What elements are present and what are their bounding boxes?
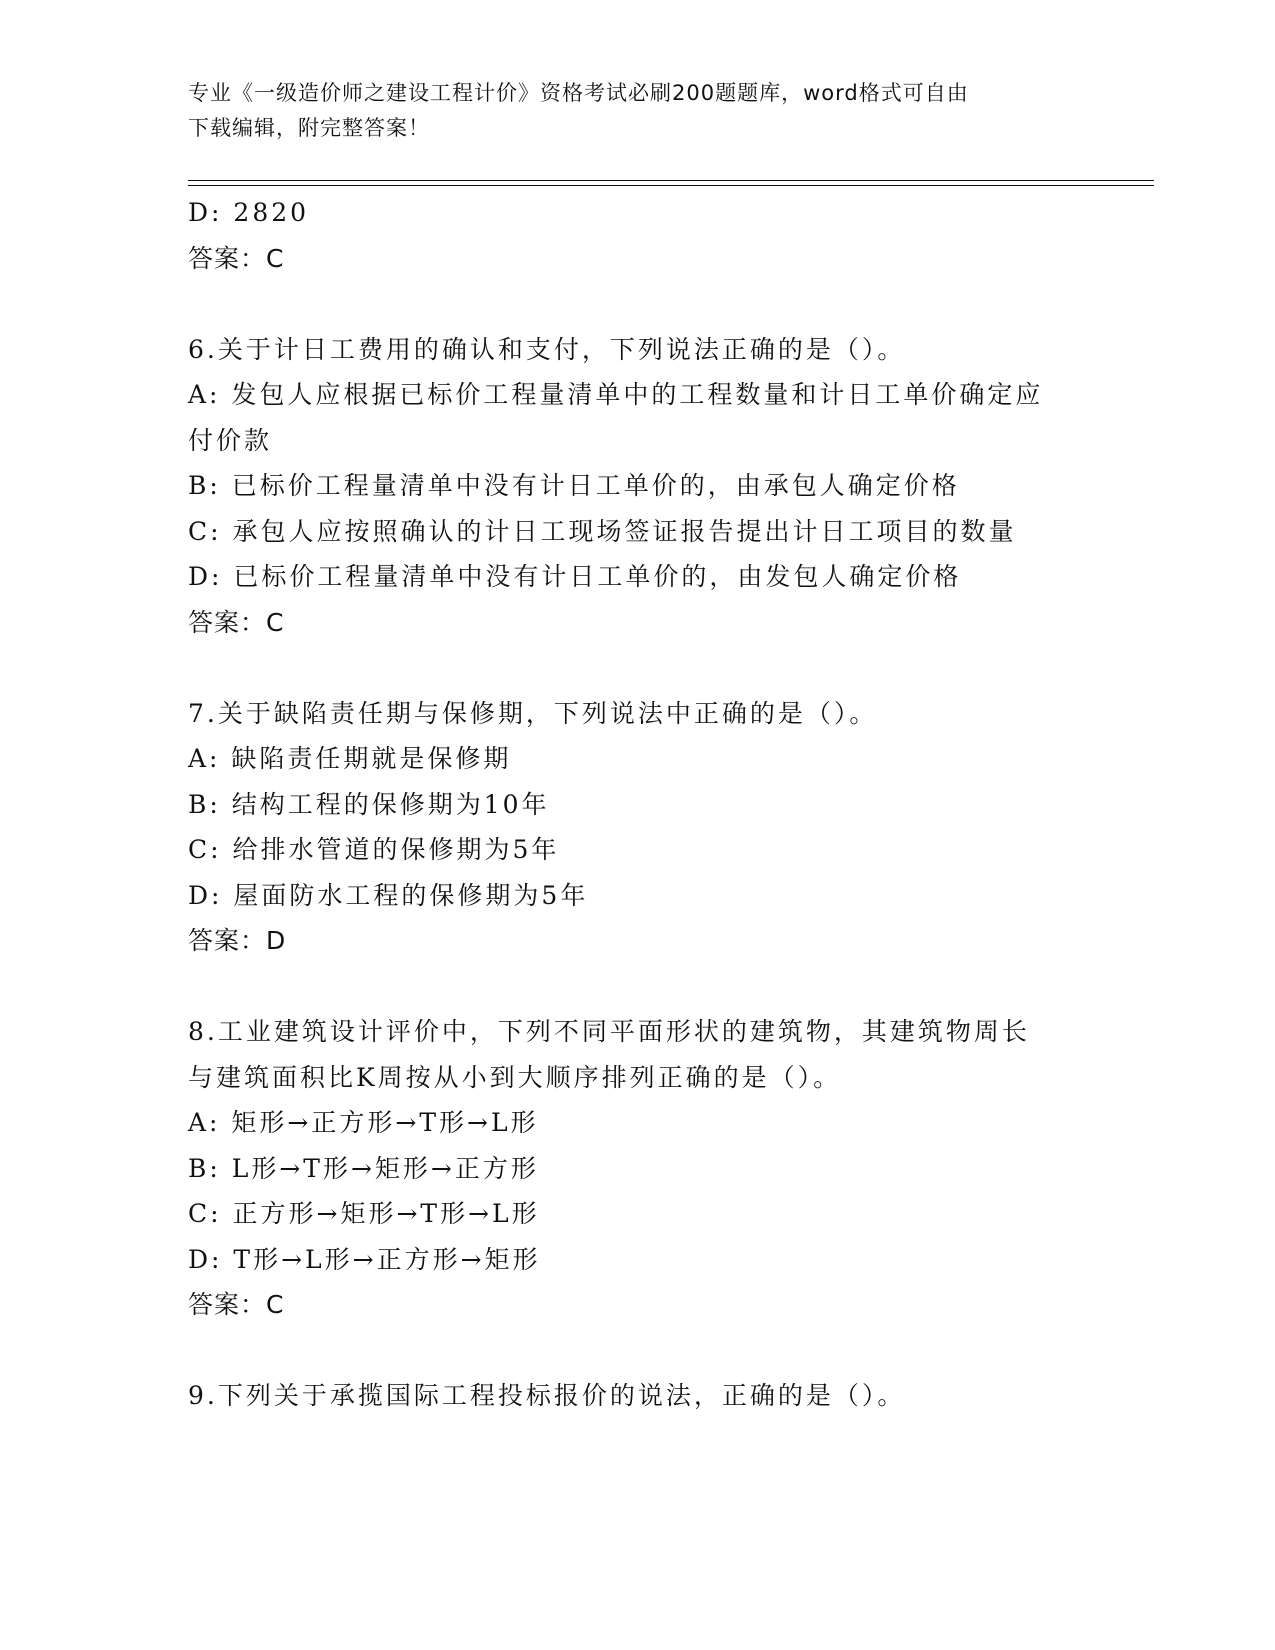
q8-option-b: B: L形→T形→矩形→正方形 xyxy=(188,1153,539,1183)
header-divider-top xyxy=(188,180,1154,181)
question-list xyxy=(188,190,1088,1419)
q6-option-a-line1: A: 发包人应根据已标价工程量清单中的工程数量和计日工单价确定应 xyxy=(188,380,1044,409)
header-divider-bottom xyxy=(188,185,1154,186)
q8-option-a: A: 矩形→正方形→T形→L形 xyxy=(188,1108,539,1137)
prev-answer: 答案：C xyxy=(188,243,285,273)
header-line-1: 专业《一级造价师之建设工程计价》资格考试必刷200题题库，word格式可自由 xyxy=(188,81,969,105)
q6-answer: 答案：C xyxy=(188,607,285,637)
header-line-2: 下载编辑，附完整答案！ xyxy=(188,116,430,140)
q7-option-c: C: 给排水管道的保修期为5年 xyxy=(188,835,560,864)
q7-answer: 答案：D xyxy=(188,926,287,955)
q8-question-line2: 与建筑面积比K周按从小到大顺序排列正确的是（）。 xyxy=(188,1062,842,1092)
q8-option-c: C: 正方形→矩形→T形→L形 xyxy=(188,1199,540,1228)
q8-option-d: D: T形→L形→正方形→矩形 xyxy=(188,1244,541,1274)
prev-option-d: D: 2820 xyxy=(188,198,310,227)
q8-question-line1: 8.工业建筑设计评价中，下列不同平面形状的建筑物，其建筑物周长 xyxy=(188,1017,1030,1046)
q6-option-b: B: 已标价工程量清单中没有计日工单价的，由承包人确定价格 xyxy=(188,471,960,500)
q7-option-b: B: 结构工程的保修期为10年 xyxy=(188,789,550,819)
q6-option-d: D: 已标价工程量清单中没有计日工单价的，由发包人确定价格 xyxy=(188,562,962,591)
q7-option-a: A: 缺陷责任期就是保修期 xyxy=(188,744,512,773)
spacer xyxy=(188,281,1088,327)
q8-answer: 答案：C xyxy=(188,1290,285,1319)
spacer xyxy=(188,964,1088,1010)
q6-question: 6.关于计日工费用的确认和支付，下列说法正确的是（）。 xyxy=(188,334,906,364)
q6-option-c: C: 承包人应按照确认的计日工现场签证报告提出计日工项目的数量 xyxy=(188,516,1017,546)
q6-option-a-line2: 付价款 xyxy=(188,425,273,455)
document-header xyxy=(188,76,1068,146)
spacer xyxy=(188,645,1088,691)
q9-question: 9.下列关于承揽国际工程投标报价的说法，正确的是（）。 xyxy=(188,1381,906,1410)
q7-option-d: D: 屋面防水工程的保修期为5年 xyxy=(188,880,589,910)
spacer xyxy=(188,1328,1088,1374)
q7-question: 7.关于缺陷责任期与保修期，下列说法中正确的是（）。 xyxy=(188,698,878,728)
